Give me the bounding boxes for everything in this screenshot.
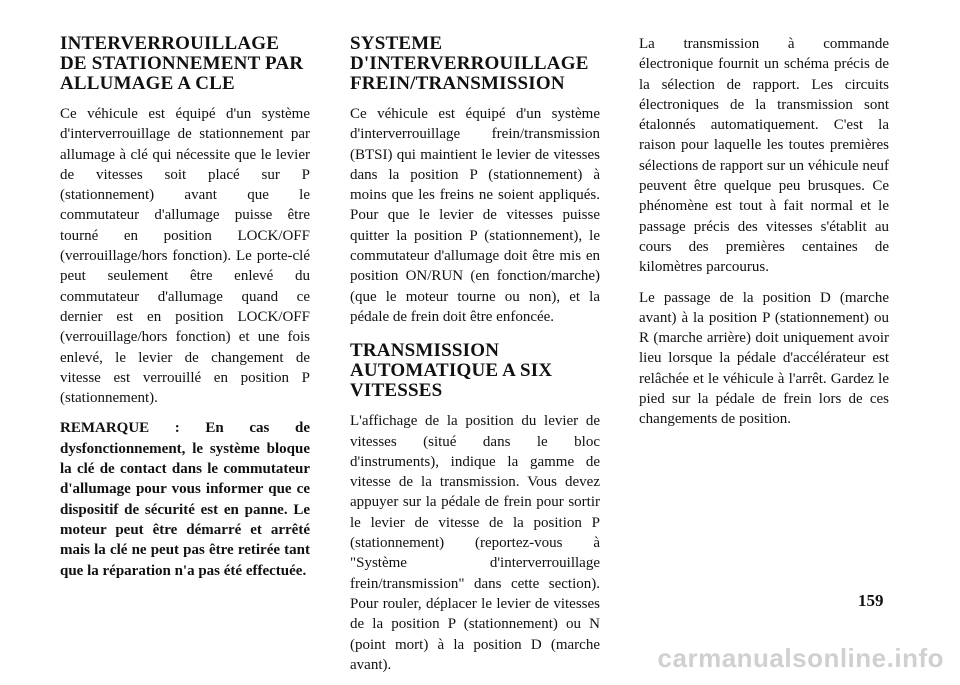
column-left [60,34,310,591]
heading-btsi: SYSTEME D'INTERVERROUILLAGE FREIN/TRANSMISSION [350,33,589,94]
column-middle [350,34,600,685]
page-number: 159 [858,591,884,610]
column-right [639,34,889,440]
paragraph-six-speed-2: La transmission à commande électronique fournit un schéma précis de la sélection de rapport. Les circuits électroniques de la transmission sont étalonnés automatiquement. C'est la raison pour laquelle les toutes premières sélections de rapport sur un véhicule neuf peuvent être quelque peu brusques. Ce phénomène est tout à fait normal et le passage précis des vitesses s'établit au cours des premières centaines de kilomètres parcourus. [639,36,889,276]
paragraph-six-speed-1: L'affichage de la position du levier de vitesses (situé dans le bloc d'instruments), indique la gamme de vitesse de la transmission. Vous devez appuyer sur la pédale de frein pour sortir le levier de vitesse de la position P (stationnement) (reportez-vous à "Système d'interverrouillage frein/transmission" dans cette section). Pour rouler, déplacer le levier de vitesses de la position P (stationnement) ou N (point mort) à la position D (marche avant). [350,413,600,673]
paragraph-btsi: Ce véhicule est équipé d'un système d'interverrouillage frein/transmission (BTSI) qui maintient le levier de vitesses dans la position P (stationnement) à moins que les freins ne soient appliqués. Pour que le levier de vitesses puisse quitter la position P (stationnement), le commutateur d'allumage doit être mis en position ON/RUN (en fonction/marche) (que le moteur tourne ou non), et la pédale de frein doit être enfoncée. [350,106,600,325]
paragraph-six-speed-3: Le passage de la position D (marche avant) à la position P (stationnement) ou R (marche arrière) doit uniquement avoir lieu lorsque la pédale d'accélérateur est relâchée et le véhicule à l'arrêt. Gardez le pied sur la pédale de frein lors de ces changements de position. [639,289,889,428]
heading-six-speed: TRANSMISSION AUTOMATIQUE A SIX VITESSES [350,340,553,402]
paragraph-ignition-interlock: Ce véhicule est équipé d'un système d'interverrouillage de stationnement par allumage à clé qui nécessite que le levier de vitesses soit placé sur P (stationnement) avant que le commutateur d'allumage puisse être tourné en position LOCK/OFF (verrouillage/hors fonction). Le porte-clé peut seulement être enlevé du commutateur d'allumage quand ce dernier est en position LOCK/OFF (verrouillage/hors fonction) et une fois enlevé, le levier de changement de vitesse est verrouillé en position P (stationnement). [60,106,310,407]
watermark: carmanualsonline.info [657,643,944,673]
heading-ignition-interlock: INTERVERROUILLAGE DE STATIONNEMENT PAR ALLUMAGE A CLE [60,33,304,94]
note-ignition-interlock: REMARQUE : En cas de dysfonctionnement, le système bloque la clé de contact dans le commutateur d'allumage pour vous informer que ce dispositif de sécurité est en panne. Le moteur peut être démarré et arrêté mais la clé ne peut pas être retirée tant que la réparation n'a pas été effectuée. [60,420,310,579]
